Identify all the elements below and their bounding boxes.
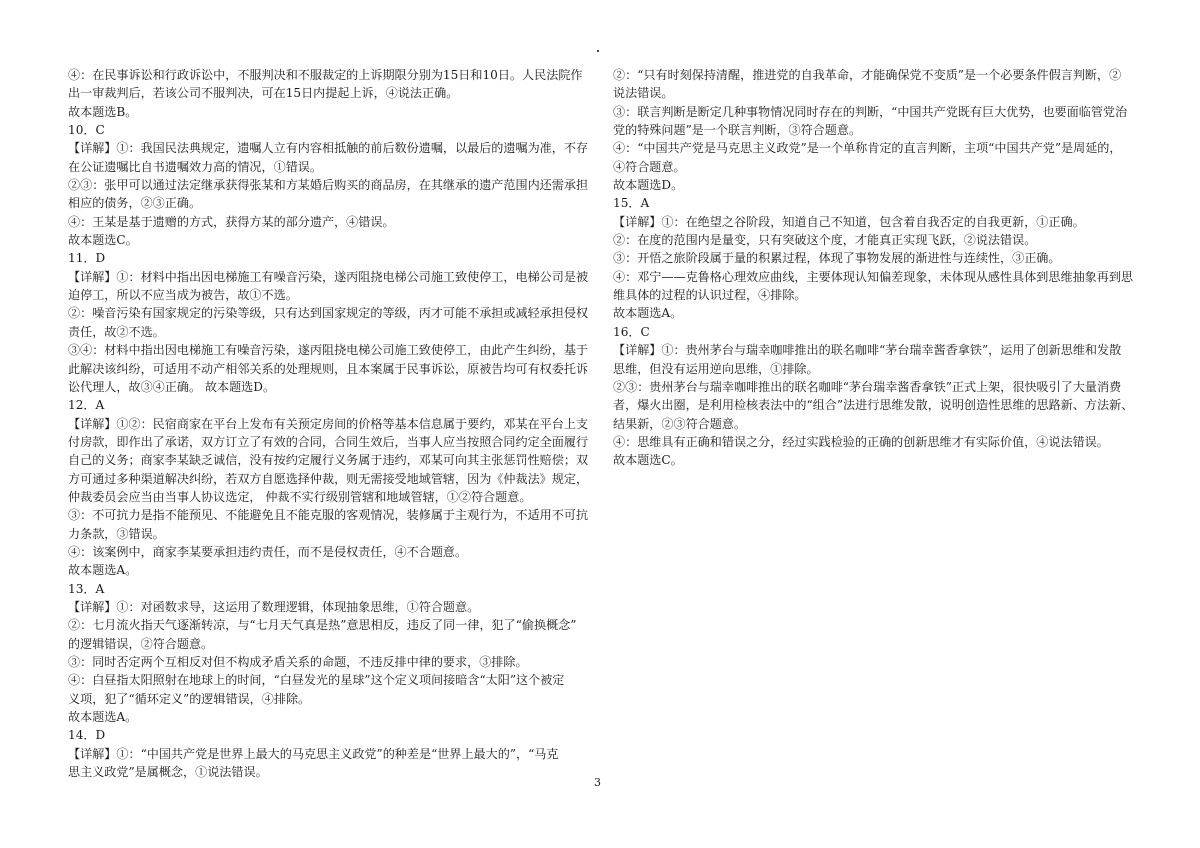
text-line: 的逻辑错误，②符合题意。: [68, 636, 214, 651]
text-line: 故本题选A。: [68, 710, 138, 725]
page-number: 3: [594, 776, 601, 789]
text-line: ④：白昼指太阳照射在地球上的时间，“白昼发光的星球”这个定义项间接暗含“太阳”这个被定: [68, 673, 565, 688]
text-line: ④：“中国共产党是马克思主义政党”是一个单称肯定的直言判断，主项“中国共产党”是周延的，: [613, 141, 1122, 156]
text-line: 故本题选C。: [613, 453, 683, 468]
text-line: 【详解】①：“中国共产党是世界上最大的马克思主义政党”的种差是“世界上最大的”，“马克: [68, 746, 559, 761]
text-line: 【详解】①：在绝望之谷阶段，知道自己不知道，包含着自我否定的自我更新，①正确。: [613, 214, 1085, 229]
text-line: 10．C: [68, 123, 105, 138]
text-line: 【详解】①②：民宿商家在平台上发布有关预定房间的价格等基本信息属于要约，邓某在平台上支: [68, 416, 589, 431]
text-line: 自己的义务；商家李某缺乏诚信，没有按约定履行义务属于违约，邓某可向其主张惩罚性赔偿；双: [68, 453, 589, 468]
text-line: 【详解】①：贵州茅台与瑞幸咖啡推出的联名咖啡“茅台瑞幸酱香拿铁”，运用了创新思维和发散: [613, 343, 1122, 358]
header-dot: [597, 50, 599, 52]
text-line: ③：开悟之旅阶段属于量的积累过程，体现了事物发展的渐进性与连续性，③正确。: [613, 251, 1061, 266]
text-line: 14．D: [68, 728, 106, 743]
text-line: 说法错误。: [613, 86, 674, 101]
text-line: 党的特殊问题”是一个联言判断，③符合题意。: [613, 123, 862, 138]
text-line: 故本题选C。: [68, 233, 138, 248]
text-line: ④：该案例中，商家李某要承担违约责任，而不是侵权责任，④不合题意。: [68, 544, 468, 559]
text-line: 者，爆火出圈，是利用检核表法中的“组合”法进行思维发散，说明创造性思维的思路新、方法新、: [613, 398, 1134, 413]
text-line: ②③：张甲可以通过法定继承获得张某和方某婚后购买的商品房，在其继承的遗产范围内还需承担: [68, 178, 589, 193]
text-line: ②：“只有时刻保持清醒，推进党的自我革命，才能确保党不变质”是一个必要条件假言判断，②: [613, 68, 1122, 82]
text-line: ③：同时否定两个互相反对但不构成矛盾关系的命题，不违反排中律的要求，③排除。: [68, 655, 528, 669]
text-line: 思维，但没有运用逆向思维，①排除。: [613, 361, 819, 376]
text-line: ③④：材料中指出因电梯施工有噪音污染，遂丙阻挠电梯公司施工致使停工，由此产生纠纷，基于: [68, 343, 589, 358]
text-line: ④：王某是基于遗赠的方式，获得方某的部分遗产，④错误。: [68, 214, 395, 229]
text-line: 讼代理人，故③④正确。 故本题选D。: [68, 379, 276, 394]
text-line: 【详解】①：我国民法典规定，遗嘱人立有内容相抵触的前后数份遗嘱，以最后的遗嘱为准，不存: [68, 141, 589, 156]
left-column: [68, 66, 590, 781]
text-line: 付房款，即作出了承诺，双方订立了有效的合同，合同生效后，当事人应当按照合同约定全面履行: [68, 434, 589, 449]
text-line: 责任，故②不选。: [68, 324, 165, 339]
text-line: ④：在民事诉讼和行政诉讼中，不服判决和不服裁定的上诉期限分别为15日和10日。人民法院作: [68, 68, 583, 82]
text-line: 故本题选B。: [68, 104, 138, 119]
text-line: ③：联言判断是断定几种事物情况同时存在的判断，“中国共产党既有巨大优势，也要面临管党治: [613, 104, 1128, 119]
text-line: 迫停工，所以不应当成为被告，故①不选。: [68, 288, 298, 303]
text-line: 故本题选D。: [613, 178, 684, 193]
text-line: ②：在度的范围内是量变，只有突破这个度，才能真正实现飞跃，②说法错误。: [613, 233, 1037, 248]
text-line: ③：不可抗力是指不能预见、不能避免且不能克服的客观情况，装修属于主观行为，不适用不可抗: [68, 508, 589, 523]
text-line: ②：噪音污染有国家规定的污染等级，只有达到国家规定的等级，丙才可能不承担或减轻承担侵权: [68, 306, 589, 321]
text-line: ④符合题意。: [613, 159, 686, 174]
text-line: 【详解】①：对函数求导，这运用了数理逻辑，体现抽象思维，①符合题意。: [68, 599, 480, 614]
text-line: ②③：贵州茅台与瑞幸咖啡推出的联名咖啡“茅台瑞幸酱香拿铁”正式上架，很快吸引了大量消费: [613, 379, 1122, 394]
text-line: 此解决该纠纷，可适用不动产相邻关系的处理规则，且本案属于民事诉讼，原被告均可有权委托诉: [68, 361, 589, 376]
text-line: 出一审裁判后，若该公司不服判决，可在15日内提起上诉，④说法正确。: [68, 86, 459, 101]
text-line: 相应的债务，②③正确。: [68, 196, 202, 211]
text-line: 11．D: [68, 251, 106, 266]
text-line: 维具体的过程的认识过程，④排除。: [613, 288, 807, 303]
text-line: 思主义政党”是属概念，①说法错误。: [68, 765, 268, 780]
text-line: 16．C: [613, 324, 650, 339]
text-line: 结果新，②③符合题意。: [613, 416, 747, 431]
text-line: 方可通过多种渠道解决纠纷，若双方自愿选择仲裁，则无需接受地域管辖，因为《仲裁法》规定，: [68, 471, 589, 486]
text-line: ②：七月流火指天气逐渐转凉，与“七月天气真是热”意思相反，违反了同一律，犯了“偷换概念”: [68, 618, 577, 633]
text-line: 义项，犯了“循环定义”的逻辑错误，④排除。: [68, 691, 311, 706]
text-line: 在公证遗嘱比自书遗嘱效力高的情况，①错误。: [68, 159, 322, 174]
text-line: 仲裁委员会应当由当事人协议选定， 仲裁不实行级别管辖和地域管辖，①②符合题意。: [68, 489, 532, 504]
text-line: 【详解】①：材料中指出因电梯施工有噪音污染，遂丙阻挠电梯公司施工致使停工，电梯公司是被: [68, 269, 589, 284]
text-line: 15．A: [613, 196, 650, 211]
text-line: ④：思维具有正确和错误之分，经过实践检验的正确的创新思维才有实际价值，④说法错误。: [613, 434, 1109, 449]
text-line: 力条款，③错误。: [68, 526, 165, 541]
text-line: 13．A: [68, 581, 105, 596]
text-line: 故本题选A。: [68, 563, 138, 578]
text-line: 12．A: [68, 398, 105, 413]
text-line: ④：邓宁——克鲁格心理效应曲线，主要体现认知偏差现象，未体现从感性具体到思维抽象再到思: [613, 269, 1134, 284]
right-column: [613, 66, 1140, 470]
text-line: 故本题选A。: [613, 306, 683, 321]
